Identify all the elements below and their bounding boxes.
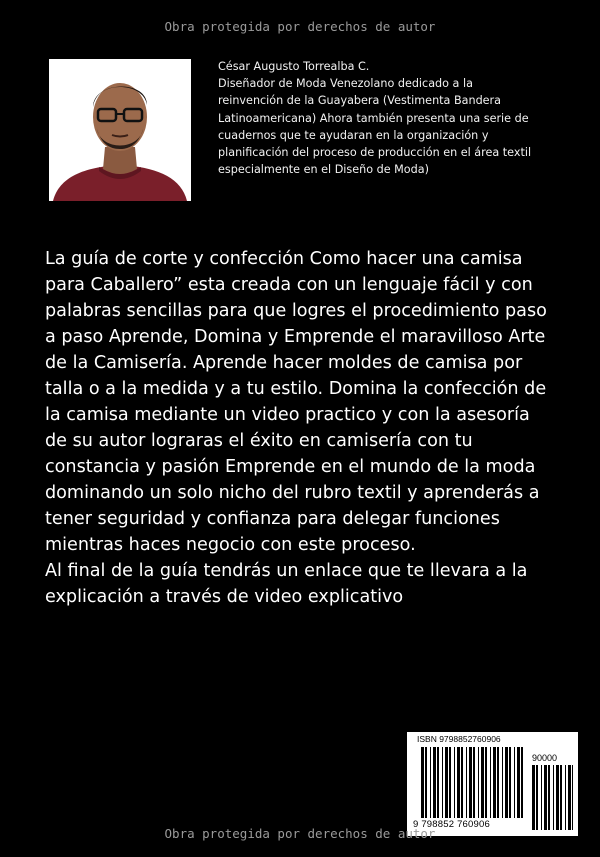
isbn-label: ISBN 9798852760906 (417, 734, 501, 744)
bio-line: especialmente en el Diseño de Moda) (218, 163, 429, 177)
watermark-top: Obra protegida por derechos de autor (164, 19, 436, 34)
author-name: César Augusto Torrealba C. (218, 60, 370, 73)
bio-line: Latinoamericana) Ahora también presenta una serie de (218, 111, 529, 125)
price-code: 90000 (532, 753, 558, 763)
isbn-barcode (407, 732, 578, 836)
description-paragraph-2: Al final de la guía tendrás un enlace que te llevara a la explicación a través de video explicativo (45, 561, 528, 607)
bio-line: cuadernos que te ayudaran en la organización y (218, 128, 489, 142)
bio-line: Diseñador de Moda Venezolano dedicado a la (218, 77, 473, 91)
author-bio (218, 58, 563, 178)
ean-digits: 9 798852 760906 (413, 819, 490, 830)
description-paragraph-1: La guía de corte y confección Como hacer una camisa para Caballero” esta creada con un lenguaje fácil y con palabras sencillas para que logres el procedimiento paso a paso Aprende, Domina y Emprende el maravilloso Arte de la Camisería. Aprende hacer moldes de camisa por talla o a la medida y a tu estilo. Domina la confección de la camisa mediante un video practico y con la asesoría de su autor lograras el éxito en camisería con tu constancia y pasión Emprende en el mundo de la moda dominando un solo nicho del rubro textil y aprenderás a tener seguridad y confianza para delegar funciones mientras haces negocio con este proceso. (45, 249, 547, 555)
watermark-bottom: Obra protegida por derechos de autor (164, 826, 436, 841)
author-photo (49, 59, 191, 201)
book-description (45, 246, 555, 610)
bio-line: reinvención de la Guayabera (Vestimenta Bandera (218, 94, 502, 108)
bio-line: planificación del proceso de producción en el área textil (218, 146, 532, 160)
author-portrait-icon (49, 59, 191, 201)
